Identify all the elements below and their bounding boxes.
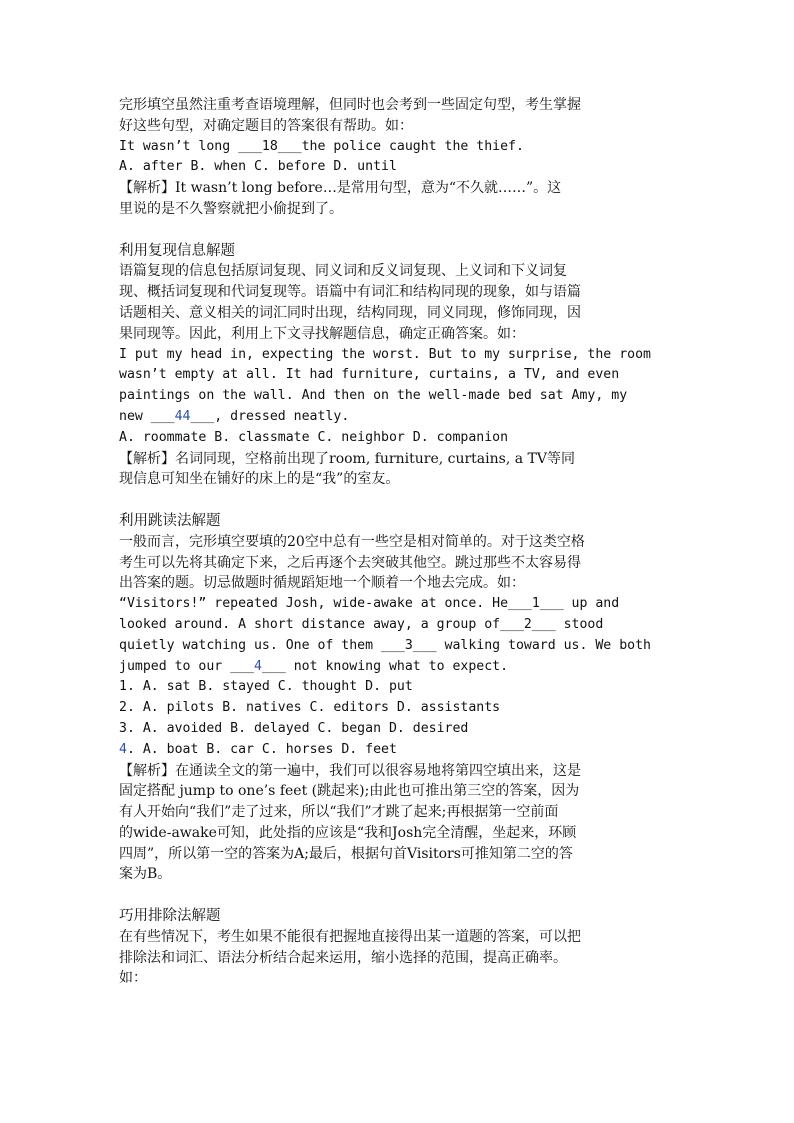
blank-line xyxy=(119,490,679,511)
paragraph-line: 在有些情况下，考生如果不能很有把握地直接得出某一道题的答案，可以把 xyxy=(119,928,581,945)
analysis-line: 【解析】名词同现，空格前出现了room, furniture, curtains, a TV等同 xyxy=(119,450,575,467)
paragraph-line: 出答案的题。切忌做题时循规蹈矩地一个顺着一个地去完成。如： xyxy=(119,575,525,592)
intro-section xyxy=(119,95,679,220)
paragraph-line: 如： xyxy=(119,970,147,987)
question-text: . A. boat B. car C. horses D. feet xyxy=(126,741,397,757)
analysis-line: 固定搭配 jump to one’s feet (跳起来);由此也可推出第三空的答案，因为 xyxy=(119,783,580,800)
analysis-line: 有人开始向“我们”走了过来，所以“我们”才跳了起来;再根据第一空前面 xyxy=(119,804,559,821)
passage-text: ___, dressed neatly. xyxy=(190,408,350,424)
passage-text: jumped to our ___ xyxy=(119,658,254,674)
section-heading: 巧用排除法解题 xyxy=(119,908,221,925)
paragraph-line: 果同现等。因此，利用上下文寻找解题信息，确定正确答案。如： xyxy=(119,325,525,342)
passage-line: paintings on the wall. And then on the well-made bed sat Amy, my xyxy=(119,388,628,404)
analysis-line: 【解析】It wasn’t long before…是常用句型，意为“不久就……”。这 xyxy=(119,180,562,197)
analysis-line: 【解析】在通读全文的第一遍中，我们可以很容易地将第四空填出来，这是 xyxy=(119,762,581,779)
blank-number: 4 xyxy=(253,658,262,674)
passage-line: “Visitors!” repeated Josh, wide-awake at once. He___1___ up and xyxy=(119,596,620,612)
paragraph-line: 话题相关、意义相关的词汇同时出现，结构同现，同义同现，修饰同现，因 xyxy=(119,304,581,321)
analysis-line: 现信息可知坐在铺好的床上的是“我”的室友。 xyxy=(119,471,400,488)
question-options: 3. A. avoided B. delayed C. began D. desired xyxy=(119,720,469,736)
paragraph-line: 现、概括词复现和代词复现等。语篇中有词汇和结构同现的现象，如与语篇 xyxy=(119,284,581,301)
skip-reading-section xyxy=(119,511,679,885)
blank-line xyxy=(119,885,679,906)
blank-number: 44 xyxy=(174,408,191,424)
paragraph-line: 完形填空虽然注重考查语境理解，但同时也会考到一些固定句型，考生掌握 xyxy=(119,97,581,113)
section-heading: 利用复现信息解题 xyxy=(119,242,235,259)
question-options xyxy=(119,740,679,761)
analysis-line: 里说的是不久警察就把小偷捉到了。 xyxy=(119,200,343,217)
paragraph-line: 好这些句型，对确定题目的答案很有帮助。如： xyxy=(119,117,413,134)
passage-text: ___ not knowing what to expect. xyxy=(261,658,509,674)
paragraph-line: 排除法和词汇、语法分析结合起来运用，缩小选择的范围，提高正确率。 xyxy=(119,949,567,966)
repetition-section xyxy=(119,241,679,491)
blank-line xyxy=(119,220,679,241)
answer-options: A. after B. when C. before D. until xyxy=(119,159,397,175)
passage-line xyxy=(119,657,679,678)
passage-line: I put my head in, expecting the worst. But to my surprise, the room xyxy=(119,346,651,362)
paragraph-line: 一般而言，完形填空要填的20空中总有一些空是相对简单的。对于这类空格 xyxy=(119,533,585,550)
passage-line: quietly watching us. One of them ___3___ walking toward us. We both xyxy=(119,637,651,653)
paragraph-line: 语篇复现的信息包括原词复现、同义词和反义词复现、上义词和下义词复 xyxy=(119,263,567,280)
question-number: 4 xyxy=(119,741,127,757)
analysis-line: 的wide-awake可知，此处指的应该是“我和Josh完全清醒，坐起来，环顾 xyxy=(119,824,577,841)
document-page xyxy=(119,95,679,989)
passage-line: wasn’t empty at all. It had furniture, curtains, a TV, and even xyxy=(119,367,620,383)
passage-text: new ___ xyxy=(119,408,175,424)
example-sentence: It wasn’t long ___18___the police caught the thief. xyxy=(119,138,524,154)
passage-line: looked around. A short distance away, a group of___2___ stood xyxy=(119,616,604,632)
question-options: 2. A. pilots B. natives C. editors D. assistants xyxy=(119,700,501,716)
passage-line xyxy=(119,407,679,428)
analysis-line: 案为B。 xyxy=(119,866,172,883)
question-options: 1. A. sat B. stayed C. thought D. put xyxy=(119,679,413,695)
section-heading: 利用跳读法解题 xyxy=(119,512,221,529)
analysis-line: 四周”，所以第一空的答案为A;最后，根据句首Visitors可推知第二空的答 xyxy=(119,845,573,862)
elimination-section xyxy=(119,906,679,989)
paragraph-line: 考生可以先将其确定下来，之后再逐个去突破其他空。跳过那些不太容易得 xyxy=(119,554,581,571)
answer-options: A. roommate B. classmate C. neighbor D. companion xyxy=(119,429,509,445)
